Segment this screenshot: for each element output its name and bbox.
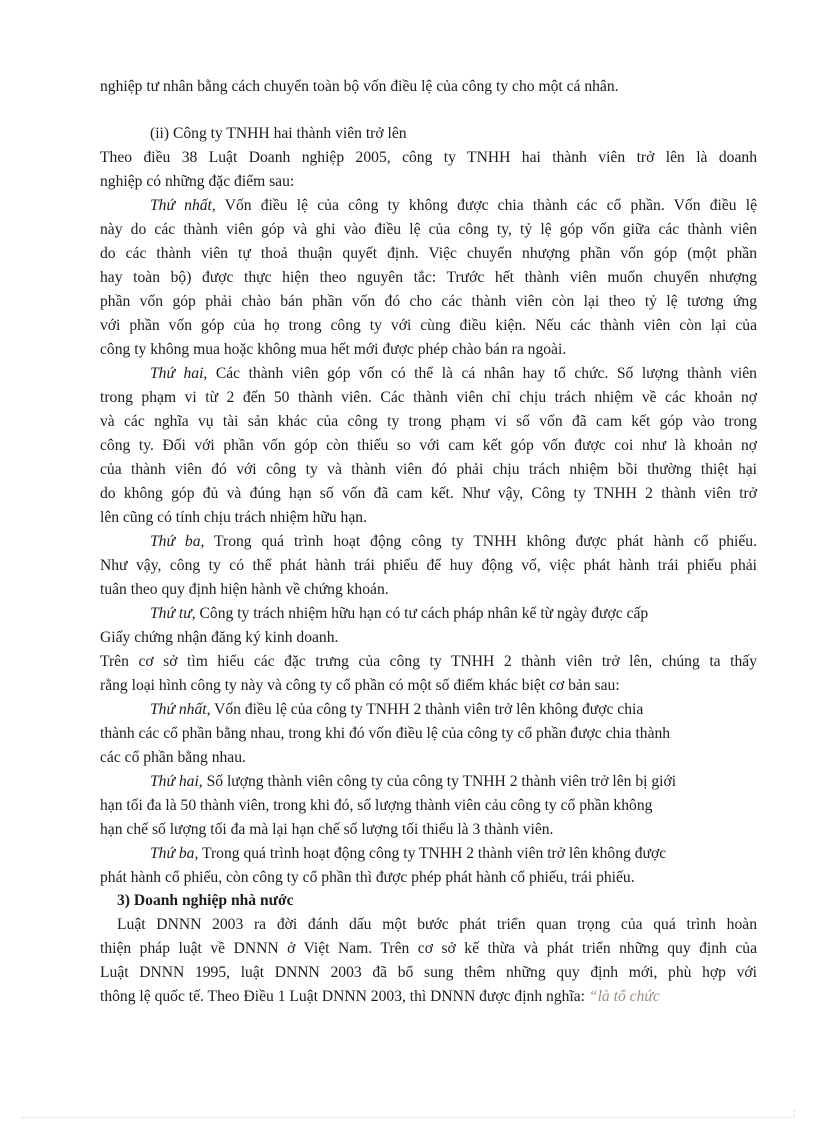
paragraph-line: này do các thành viên góp và ghi vào điều lệ của công ty, tỷ lệ góp vốn giữa các thành viên xyxy=(100,221,757,238)
paragraph-line: công ty không mua hoặc không mua hết mới được phép chào bán ra ngoài. xyxy=(100,341,567,358)
paragraph-line: do các thành viên tự thoả thuận quyết định. Việc chuyển nhượng phần vốn góp (một phần xyxy=(100,245,757,262)
paragraph-line: hay toàn bộ) được thực hiện theo nguyên tắc: Trước hết thành viên muốn chuyển nhượng xyxy=(100,269,757,286)
paragraph-line: Thứ hai, Số lượng thành viên công ty của công ty TNHH 2 thành viên trở lên bị giới xyxy=(150,773,677,790)
paragraph-line: Như vậy, công ty có thể phát hành trái phiếu để huy động vố, việc phát hành trái phiếu phải xyxy=(100,557,757,574)
paragraph-line: do không góp đủ và đúng hạn số vốn đã cam kết. Như vậy, Công ty TNHH 2 thành viên trở xyxy=(100,485,757,502)
paragraph-line: Theo điều 38 Luật Doanh nghiệp 2005, công ty TNHH hai thành viên trở lên là doanh xyxy=(100,149,757,166)
paragraph-line: Thứ ba, Trong quá trình hoạt động công ty TNHH không được phát hành cổ phiếu. xyxy=(150,533,757,550)
ordinal-label: Thứ ba, xyxy=(150,845,199,862)
paragraph-line: với phần vốn góp của họ trong công ty với cùng điều kiện. Nếu các thành viên còn lại của xyxy=(100,317,757,334)
paragraph-line: Luật DNNN 2003 ra đời đánh dấu một bước phát triển quan trọng của quá trình hoàn xyxy=(117,916,757,933)
quoted-text: “là tổ chức xyxy=(588,988,660,1005)
paragraph-line: trong phạm vi từ 2 đến 50 thành viên. Các thành viên chỉ chịu trách nhiệm về các khoản nợ xyxy=(100,389,757,406)
section-heading: 3) Doanh nghiệp nhà nước xyxy=(117,892,294,909)
paragraph-line: hạn chế số lượng tối đa mà lại hạn chế số lượng tối thiểu là 3 thành viên. xyxy=(100,821,554,838)
page-border-line xyxy=(22,1117,794,1118)
paragraph-line: Thứ tư, Công ty trách nhiệm hữu hạn có tư cách pháp nhân kể từ ngày được cấp xyxy=(150,605,649,622)
ordinal-label: Thứ hai, xyxy=(150,773,203,790)
paragraph-line: phát hành cổ phiếu, còn công ty cổ phần thì được phép phát hành cổ phiếu, trái phiếu. xyxy=(100,869,635,886)
paragraph-line: và các nghĩa vụ tài sản khác của công ty trong phạm vi số vốn đã cam kết góp vào trong xyxy=(100,413,757,430)
paragraph-line: Thứ hai, Các thành viên góp vốn có thể là cá nhân hay tổ chức. Số lượng thành viên xyxy=(150,365,757,382)
page-border-line xyxy=(794,1110,795,1118)
paragraph-line: Giấy chứng nhận đăng ký kinh doanh. xyxy=(100,629,339,646)
paragraph-line: tuân theo quy định hiện hành về chứng khoán. xyxy=(100,581,389,598)
paragraph-line: Luật DNNN 1995, luật DNNN 2003 đã bổ sung thêm những quy định mới, phù hợp với xyxy=(100,964,757,981)
paragraph-line: thiện pháp luật về DNNN ở Việt Nam. Trên cơ sở kế thừa và phát triển những quy định của xyxy=(100,940,757,957)
paragraph-line: nghiệp tư nhân bằng cách chuyển toàn bộ vốn điều lệ của công ty cho một cá nhân. xyxy=(100,78,619,95)
ordinal-label: Thứ ba xyxy=(150,533,201,550)
ordinal-label: Thứ hai xyxy=(150,365,204,382)
paragraph-line: phần vốn góp phải chào bán phần vốn đó cho các thành viên còn lại theo tỷ lệ tương ứng xyxy=(100,293,757,310)
paragraph-line: Thứ nhất, Vốn điều lệ của công ty không được chia thành các cổ phần. Vốn điều lệ xyxy=(150,197,758,214)
ordinal-label: Thứ tư xyxy=(150,605,192,622)
paragraph-line: thông lệ quốc tế. Theo Điều 1 Luật DNNN 2003, thì DNNN được định nghĩa: “là tổ chức xyxy=(100,988,660,1005)
section-heading: (ii) Công ty TNHH hai thành viên trở lên xyxy=(150,125,407,142)
paragraph-line: Thứ ba, Trong quá trình hoạt động công ty TNHH 2 thành viên trở lên không được xyxy=(150,845,667,862)
ordinal-label: Thứ nhất xyxy=(150,701,207,718)
paragraph-line: của thành viên đó với công ty và thành viên đó phải chịu trách nhiệm bồi thường thiệt hại xyxy=(100,461,757,478)
paragraph-line: rằng loại hình công ty này và công ty cổ phần có một số điểm khác biệt cơ bản sau: xyxy=(100,677,620,694)
paragraph-line: Thứ nhất, Vốn điều lệ của công ty TNHH 2 thành viên trở lên không được chia xyxy=(150,701,644,718)
ordinal-label: Thứ nhất, xyxy=(150,197,216,214)
paragraph-line: thành các cổ phần bằng nhau, trong khi đó vốn điều lệ của công ty cổ phần được chia thành xyxy=(100,725,671,742)
paragraph-line: công ty. Đối với phần vốn góp còn thiếu so với cam kết góp vốn được coi như là khoản nợ xyxy=(100,437,757,454)
paragraph-line: các cổ phần bằng nhau. xyxy=(100,749,246,766)
paragraph-line: nghiệp có những đặc điểm sau: xyxy=(100,173,295,190)
paragraph-line: lên cũng có tính chịu trách nhiệm hữu hạn. xyxy=(100,509,367,526)
paragraph-line: Trên cơ sở tìm hiểu các đặc trưng của công ty TNHH 2 thành viên trở lên, chúng ta thấy xyxy=(100,653,757,670)
paragraph-line: hạn tối đa là 50 thành viên, trong khi đó, số lượng thành viên cảu công ty cổ phần không xyxy=(100,797,653,814)
